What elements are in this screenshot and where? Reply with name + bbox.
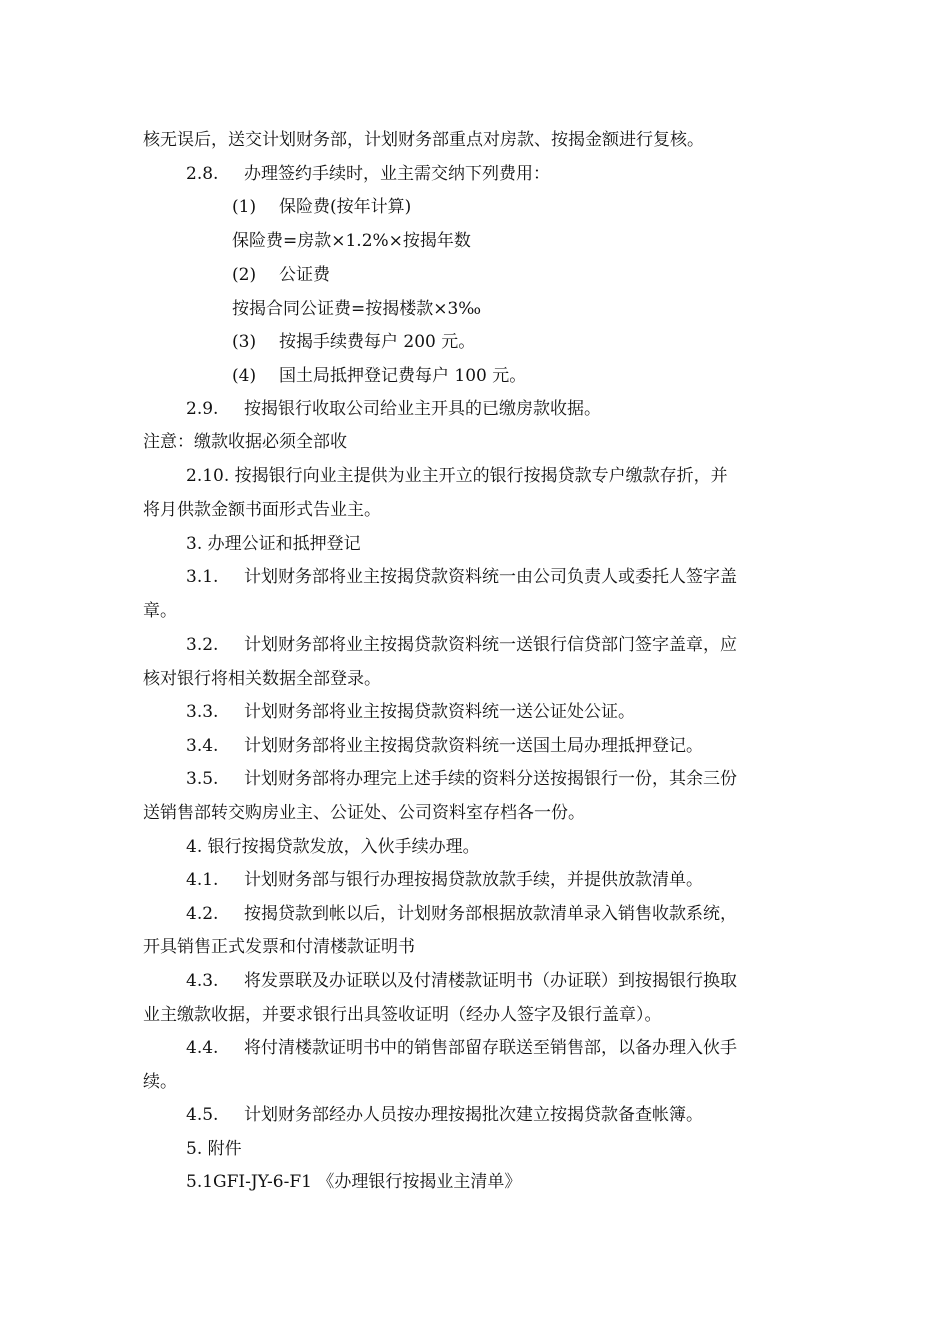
fee-item-4 (232, 366, 526, 386)
section-3-4 (186, 736, 703, 756)
paragraph-line: 续。 (143, 1072, 177, 1092)
paragraph-line: 将月供款金额书面形式告业主。 (143, 500, 381, 520)
item-number: 3.1. (186, 567, 219, 587)
item-number: 2.9. (186, 399, 219, 419)
attachment-line: 5.1GFI-JY-6-F1 《办理银行按揭业主清单》 (186, 1172, 522, 1192)
item-number: 4.5. (186, 1105, 219, 1125)
paragraph-line: 业主缴款收据，并要求银行出具签收证明（经办人签字及银行盖章）。 (143, 1005, 662, 1025)
section-4-4 (186, 1038, 737, 1058)
item-number: (3) (232, 332, 257, 352)
item-number: 3.3. (186, 702, 219, 722)
item-text: 计划财务部与银行办理按揭贷款放款手续，并提供放款清单。 (244, 870, 703, 890)
paragraph-line: 章。 (143, 601, 177, 621)
item-number: 4.1. (186, 870, 219, 890)
item-text: 按揭贷款到帐以后，计划财务部根据放款清单录入销售收款系统， (244, 904, 737, 924)
section-2-10: 2.10. 按揭银行向业主提供为业主开立的银行按揭贷款专户缴款存折，并 (186, 466, 728, 486)
fee-item-2 (232, 265, 330, 285)
section-3-1 (186, 567, 737, 587)
item-number: 4.4. (186, 1038, 219, 1058)
section-3-5 (186, 769, 737, 789)
item-text: 将付清楼款证明书中的销售部留存联送至销售部，以备办理入伙手 (244, 1038, 737, 1058)
paragraph-line: 核对银行将相关数据全部登录。 (143, 669, 381, 689)
paragraph-line: 开具销售正式发票和付清楼款证明书 (143, 937, 415, 957)
section-3-2 (186, 635, 737, 655)
item-number: 4.2. (186, 904, 219, 924)
item-text: 计划财务部将业主按揭贷款资料统一由公司负责人或委托人签字盖 (244, 567, 737, 587)
item-number: 3.4. (186, 736, 219, 756)
item-text: 国土局抵押登记费每户 100 元。 (279, 366, 527, 386)
section-4-5 (186, 1105, 703, 1125)
item-text: 计划财务部将业主按揭贷款资料统一送国土局办理抵押登记。 (244, 736, 703, 756)
section-5-heading: 5. 附件 (186, 1139, 242, 1159)
item-number: 4.3. (186, 971, 219, 991)
item-text: 保险费(按年计算) (279, 197, 412, 217)
item-number: 3.5. (186, 769, 219, 789)
section-4-1 (186, 870, 703, 890)
paragraph-line: 送销售部转交购房业主、公证处、公司资料室存档各一份。 (143, 803, 585, 823)
fee-item-3 (232, 332, 475, 352)
item-text: 办理签约手续时，业主需交纳下列费用： (244, 164, 550, 184)
section-3-3 (186, 702, 635, 722)
item-number: 3.2. (186, 635, 219, 655)
item-text: 计划财务部将业主按揭贷款资料统一送银行信贷部门签字盖章，应 (244, 635, 737, 655)
section-4-heading: 4. 银行按揭贷款发放，入伙手续办理。 (186, 837, 480, 857)
item-number: (2) (232, 265, 257, 285)
section-2-8 (186, 164, 550, 184)
item-text: 按揭银行收取公司给业主开具的已缴房款收据。 (244, 399, 601, 419)
section-4-2 (186, 904, 737, 924)
item-text: 计划财务部经办人员按办理按揭批次建立按揭贷款备查帐簿。 (244, 1105, 703, 1125)
section-4-3 (186, 971, 737, 991)
paragraph-line: 核无误后，送交计划财务部，计划财务部重点对房款、按揭金额进行复核。 (143, 130, 704, 150)
section-2-9 (186, 399, 601, 419)
item-text: 计划财务部将办理完上述手续的资料分送按揭银行一份，其余三份 (244, 769, 737, 789)
note-line: 注意：缴款收据必须全部收 (143, 432, 347, 452)
formula-line: 按揭合同公证费=按揭楼款×3‰ (232, 299, 482, 319)
fee-item-1 (232, 197, 411, 217)
item-number: (1) (232, 197, 257, 217)
item-number: 2.8. (186, 164, 219, 184)
formula-line: 保险费=房款×1.2%×按揭年数 (232, 231, 471, 251)
item-text: 计划财务部将业主按揭贷款资料统一送公证处公证。 (244, 702, 635, 722)
section-3-heading: 3. 办理公证和抵押登记 (186, 534, 361, 554)
item-text: 将发票联及办证联以及付清楼款证明书（办证联）到按揭银行换取 (244, 971, 737, 991)
item-number: (4) (232, 366, 257, 386)
item-text: 公证费 (279, 265, 330, 285)
item-text: 按揭手续费每户 200 元。 (279, 332, 476, 352)
